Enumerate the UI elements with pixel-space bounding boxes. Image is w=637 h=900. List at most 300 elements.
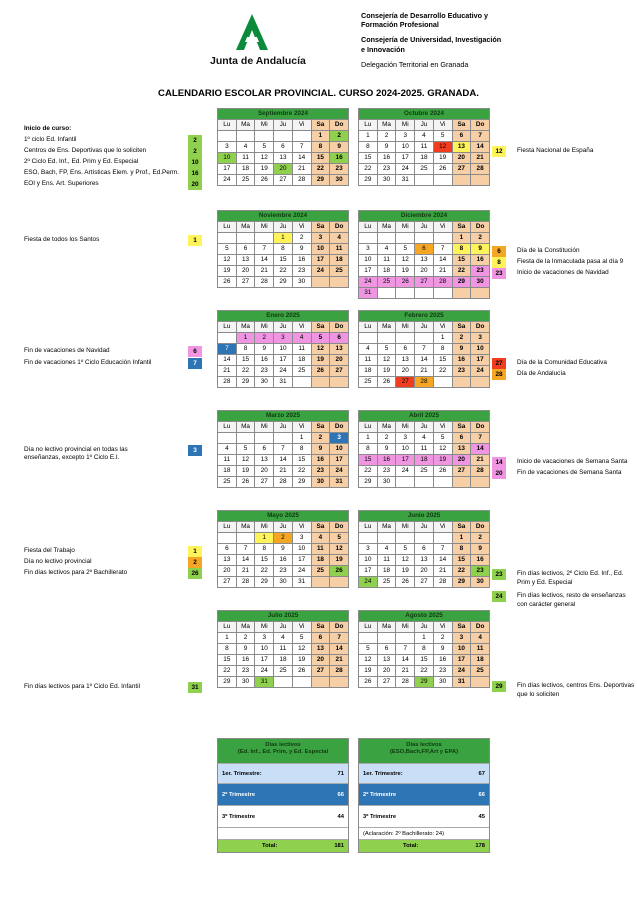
- day-cell: 14: [330, 644, 349, 655]
- day-cell: [292, 131, 311, 142]
- day-cell: 8: [274, 244, 293, 255]
- day-cell: 4: [377, 544, 396, 555]
- day-cell: 7: [433, 544, 452, 555]
- weekday-header: Vi: [292, 522, 311, 533]
- day-cell: 26: [311, 366, 330, 377]
- month-title: Mayo 2025: [218, 511, 349, 522]
- weekday-header: Do: [330, 522, 349, 533]
- day-cell: 1: [452, 233, 471, 244]
- weekday-header: Lu: [218, 522, 237, 533]
- weekday-header: Ju: [415, 222, 434, 233]
- right-note: Día de Andalucía: [517, 370, 566, 377]
- day-cell: 2: [236, 633, 255, 644]
- right-note: Día de la Constitución: [517, 247, 580, 254]
- day-cell: 30: [292, 277, 311, 288]
- day-cell: [452, 377, 471, 388]
- day-cell: 9: [255, 344, 274, 355]
- day-cell: 6: [452, 433, 471, 444]
- day-cell: 6: [236, 244, 255, 255]
- day-cell: 20: [218, 566, 237, 577]
- day-cell: 29: [255, 577, 274, 588]
- day-cell: 21: [236, 566, 255, 577]
- day-cell: 24: [471, 366, 490, 377]
- weekday-header: Ju: [274, 120, 293, 131]
- day-cell: 23: [292, 266, 311, 277]
- day-cell: 22: [292, 466, 311, 477]
- weekday-header: Vi: [433, 422, 452, 433]
- weekday-header: Sa: [452, 622, 471, 633]
- day-cell: 6: [452, 131, 471, 142]
- day-cell: 5: [236, 444, 255, 455]
- day-cell: [396, 233, 415, 244]
- day-cell: [359, 633, 378, 644]
- day-cell: [396, 333, 415, 344]
- right-note-badge: 24: [492, 591, 506, 602]
- day-cell: 16: [377, 455, 396, 466]
- day-cell: 8: [452, 244, 471, 255]
- day-cell: 22: [218, 666, 237, 677]
- day-cell: 12: [292, 644, 311, 655]
- day-cell: 7: [274, 444, 293, 455]
- day-cell: 10: [452, 644, 471, 655]
- day-cell: 23: [255, 366, 274, 377]
- day-cell: 19: [330, 555, 349, 566]
- day-cell: 16: [274, 555, 293, 566]
- weekday-header: Mi: [396, 120, 415, 131]
- day-cell: 3: [471, 333, 490, 344]
- day-cell: 17: [396, 153, 415, 164]
- day-cell: 29: [311, 175, 330, 186]
- day-cell: [255, 131, 274, 142]
- day-cell: 5: [359, 644, 378, 655]
- day-cell: 20: [311, 655, 330, 666]
- day-cell: 6: [311, 633, 330, 644]
- day-cell: 24: [452, 666, 471, 677]
- day-cell: 30: [433, 677, 452, 688]
- summary-note: [218, 827, 348, 839]
- day-cell: 1: [433, 333, 452, 344]
- day-cell: 12: [396, 555, 415, 566]
- right-note-badge: 23: [492, 268, 506, 279]
- day-cell: 27: [377, 677, 396, 688]
- weekday-header: Mi: [396, 322, 415, 333]
- day-cell: 7: [471, 433, 490, 444]
- weekday-header: Do: [330, 222, 349, 233]
- day-cell: 14: [433, 255, 452, 266]
- day-cell: 11: [274, 644, 293, 655]
- day-cell: 21: [471, 455, 490, 466]
- day-cell: 19: [359, 666, 378, 677]
- day-cell: 26: [218, 277, 237, 288]
- day-cell: 5: [377, 344, 396, 355]
- day-cell: 26: [330, 566, 349, 577]
- day-cell: 14: [433, 555, 452, 566]
- day-cell: 18: [311, 555, 330, 566]
- day-cell: 19: [433, 153, 452, 164]
- weekday-header: Do: [471, 222, 490, 233]
- day-cell: 15: [415, 655, 434, 666]
- day-cell: 13: [415, 255, 434, 266]
- day-cell: 23: [377, 466, 396, 477]
- day-cell: 2: [377, 131, 396, 142]
- month-title: Noviembre 2024: [218, 211, 349, 222]
- day-cell: [218, 131, 237, 142]
- junta-andalucia-logo-icon: [232, 12, 272, 52]
- day-cell: 23: [274, 566, 293, 577]
- weekday-header: Lu: [359, 422, 378, 433]
- day-cell: [433, 477, 452, 488]
- weekday-header: Sa: [311, 120, 330, 131]
- day-cell: 19: [218, 266, 237, 277]
- day-cell: 6: [218, 544, 237, 555]
- day-cell: 1: [359, 433, 378, 444]
- day-cell: 23: [311, 466, 330, 477]
- month-4: [217, 310, 349, 388]
- day-cell: 2: [377, 433, 396, 444]
- day-cell: 15: [255, 555, 274, 566]
- weekday-header: Sa: [311, 322, 330, 333]
- right-note: Fiesta Nacional de España: [517, 147, 594, 154]
- day-cell: 25: [415, 466, 434, 477]
- day-cell: 10: [359, 255, 378, 266]
- day-cell: 28: [236, 577, 255, 588]
- weekday-header: Ma: [377, 222, 396, 233]
- day-cell: 2: [274, 533, 293, 544]
- day-cell: 20: [330, 355, 349, 366]
- month-title: Julio 2025: [218, 611, 349, 622]
- day-cell: 22: [255, 566, 274, 577]
- day-cell: 25: [292, 366, 311, 377]
- day-cell: 17: [218, 164, 237, 175]
- day-cell: 22: [359, 164, 378, 175]
- day-cell: 8: [415, 644, 434, 655]
- day-cell: [377, 233, 396, 244]
- weekday-header: Lu: [359, 120, 378, 131]
- day-cell: 13: [255, 455, 274, 466]
- weekday-header: Ju: [274, 622, 293, 633]
- day-cell: 9: [292, 244, 311, 255]
- left-note: Fin de vacaciones 1º Ciclo Educación Infantil: [24, 359, 152, 366]
- summary-title: Días lectivos: [406, 742, 442, 748]
- day-cell: [452, 175, 471, 186]
- month-0: [217, 108, 349, 186]
- day-cell: 11: [330, 244, 349, 255]
- day-cell: 18: [471, 655, 490, 666]
- day-cell: 3: [330, 433, 349, 444]
- day-cell: 5: [292, 633, 311, 644]
- day-cell: [236, 131, 255, 142]
- day-cell: 20: [236, 266, 255, 277]
- weekday-header: Ma: [377, 522, 396, 533]
- right-note: Fiesta de la Inmaculada pasa al día 9: [517, 258, 624, 265]
- day-cell: 28: [396, 677, 415, 688]
- right-note-badge: 14: [492, 457, 506, 468]
- right-note-badge: 12: [492, 146, 506, 157]
- day-cell: 29: [218, 677, 237, 688]
- day-cell: 3: [274, 333, 293, 344]
- day-cell: 10: [396, 142, 415, 153]
- day-cell: 3: [359, 244, 378, 255]
- trimester-row: 3º Trimestre 44: [218, 805, 348, 827]
- month-title: Abril 2025: [359, 411, 490, 422]
- day-cell: 15: [311, 153, 330, 164]
- day-cell: [396, 633, 415, 644]
- day-cell: 13: [415, 555, 434, 566]
- day-cell: 20: [452, 455, 471, 466]
- day-cell: 19: [236, 466, 255, 477]
- day-cell: 2: [471, 533, 490, 544]
- left-note: 1º ciclo Ed. Infantil: [24, 136, 77, 143]
- weekday-header: Lu: [218, 322, 237, 333]
- weekday-header: Mi: [255, 322, 274, 333]
- day-cell: 8: [292, 444, 311, 455]
- day-cell: 31: [255, 677, 274, 688]
- weekday-header: Do: [330, 322, 349, 333]
- day-cell: [292, 677, 311, 688]
- day-cell: 5: [218, 244, 237, 255]
- day-cell: 27: [330, 366, 349, 377]
- day-cell: 3: [218, 142, 237, 153]
- day-cell: 11: [415, 444, 434, 455]
- day-cell: 11: [471, 644, 490, 655]
- left-note: Fiesta de todos los Santos: [24, 236, 100, 243]
- day-cell: 4: [415, 433, 434, 444]
- day-cell: 11: [359, 355, 378, 366]
- day-cell: 5: [396, 244, 415, 255]
- day-cell: 21: [218, 366, 237, 377]
- month-title: Octubre 2024: [359, 109, 490, 120]
- weekday-header: Vi: [433, 222, 452, 233]
- day-cell: 27: [452, 466, 471, 477]
- day-cell: 29: [236, 377, 255, 388]
- month-2: [217, 210, 349, 288]
- left-note-badge: 31: [188, 682, 202, 693]
- weekday-header: Lu: [359, 522, 378, 533]
- day-cell: 20: [377, 666, 396, 677]
- day-cell: 16: [292, 255, 311, 266]
- day-cell: 2: [433, 633, 452, 644]
- right-note: Inicio de vacaciones de Semana Santa: [517, 458, 628, 465]
- delegation: Delegación Territorial en Granada: [361, 59, 469, 69]
- day-cell: 2: [292, 233, 311, 244]
- day-cell: [236, 533, 255, 544]
- day-cell: 9: [274, 544, 293, 555]
- day-cell: 17: [330, 455, 349, 466]
- day-cell: 21: [415, 366, 434, 377]
- day-cell: [292, 377, 311, 388]
- day-cell: 30: [311, 477, 330, 488]
- day-cell: 16: [330, 153, 349, 164]
- day-cell: 6: [415, 544, 434, 555]
- weekday-header: Lu: [359, 622, 378, 633]
- day-cell: [236, 233, 255, 244]
- day-cell: [396, 533, 415, 544]
- weekday-header: Sa: [452, 422, 471, 433]
- day-cell: 17: [292, 555, 311, 566]
- month-10: [217, 610, 349, 688]
- month-title: Diciembre 2024: [359, 211, 490, 222]
- weekday-header: Sa: [311, 622, 330, 633]
- weekday-header: Ma: [236, 222, 255, 233]
- left-note: EOI y Ens. Art. Superiores: [24, 180, 99, 187]
- day-cell: [274, 131, 293, 142]
- day-cell: 15: [236, 355, 255, 366]
- right-note: Fin días lectivos, centros Ens. Deportivas: [517, 682, 635, 689]
- day-cell: 13: [396, 355, 415, 366]
- day-cell: 4: [377, 244, 396, 255]
- day-cell: 31: [292, 577, 311, 588]
- left-note-badge: 2: [188, 146, 202, 157]
- day-cell: 30: [236, 677, 255, 688]
- day-cell: 18: [218, 466, 237, 477]
- day-cell: 20: [415, 266, 434, 277]
- day-cell: 7: [218, 344, 237, 355]
- day-cell: 3: [396, 433, 415, 444]
- month-title: Febrero 2025: [359, 311, 490, 322]
- weekday-header: Do: [330, 622, 349, 633]
- day-cell: 3: [396, 131, 415, 142]
- weekday-header: Mi: [396, 222, 415, 233]
- day-cell: 4: [415, 131, 434, 142]
- day-cell: [415, 533, 434, 544]
- day-cell: 8: [359, 444, 378, 455]
- org-line-2: Consejería de Universidad, Investigación e Innovación: [361, 35, 502, 54]
- day-cell: 14: [292, 153, 311, 164]
- day-cell: [311, 377, 330, 388]
- day-cell: 24: [359, 277, 378, 288]
- day-cell: [330, 377, 349, 388]
- day-cell: 6: [274, 142, 293, 153]
- left-note: enseñanzas, excepto 1º Ciclo E.I.: [24, 454, 120, 461]
- day-cell: 20: [255, 466, 274, 477]
- day-cell: 1: [218, 633, 237, 644]
- weekday-header: Do: [471, 422, 490, 433]
- day-cell: 20: [396, 366, 415, 377]
- right-note-badge: 29: [492, 681, 506, 692]
- day-cell: 26: [396, 577, 415, 588]
- day-cell: 3: [359, 544, 378, 555]
- day-cell: [218, 333, 237, 344]
- weekday-header: Sa: [452, 222, 471, 233]
- day-cell: 1: [452, 533, 471, 544]
- day-cell: 21: [433, 266, 452, 277]
- trimester-row: 1er. Trimestre: 67: [359, 763, 489, 783]
- weekday-header: Vi: [292, 322, 311, 333]
- day-cell: 12: [236, 455, 255, 466]
- day-cell: 10: [330, 444, 349, 455]
- month-title: Septiembre 2024: [218, 109, 349, 120]
- day-cell: 14: [274, 455, 293, 466]
- left-note: Día no lectivo provincial: [24, 558, 92, 565]
- day-cell: 14: [255, 255, 274, 266]
- day-cell: 15: [452, 555, 471, 566]
- day-cell: 17: [359, 266, 378, 277]
- day-cell: [433, 288, 452, 299]
- weekday-header: Ma: [377, 422, 396, 433]
- day-cell: 21: [292, 164, 311, 175]
- day-cell: 4: [292, 333, 311, 344]
- left-note-badge: 10: [188, 157, 202, 168]
- org-line-1: Consejería de Desarrollo Educativo y Formación Profesional: [361, 11, 489, 30]
- day-cell: 26: [433, 164, 452, 175]
- weekday-header: Lu: [359, 322, 378, 333]
- day-cell: 1: [311, 131, 330, 142]
- day-cell: 22: [452, 266, 471, 277]
- day-cell: 15: [433, 355, 452, 366]
- left-note-badge: 6: [188, 346, 202, 357]
- left-note-badge: 26: [188, 568, 202, 579]
- day-cell: 4: [471, 633, 490, 644]
- day-cell: 11: [415, 142, 434, 153]
- day-cell: 28: [255, 277, 274, 288]
- weekday-header: Vi: [292, 622, 311, 633]
- day-cell: 17: [274, 355, 293, 366]
- day-cell: 29: [359, 477, 378, 488]
- day-cell: 22: [311, 164, 330, 175]
- day-cell: [359, 533, 378, 544]
- summary-title: Días lectivos: [265, 742, 301, 748]
- weekday-header: Do: [330, 120, 349, 131]
- day-cell: 7: [292, 142, 311, 153]
- weekday-header: Ju: [415, 120, 434, 131]
- weekday-header: Ma: [236, 422, 255, 433]
- weekday-header: Ma: [236, 322, 255, 333]
- day-cell: 22: [274, 266, 293, 277]
- right-note: Fin días lectivos, 2º Ciclo Ed. Inf., Ed.: [517, 570, 624, 577]
- day-cell: 14: [218, 355, 237, 366]
- day-cell: [471, 677, 490, 688]
- day-cell: 5: [311, 333, 330, 344]
- day-cell: 10: [292, 544, 311, 555]
- day-cell: 1: [292, 433, 311, 444]
- day-cell: 10: [311, 244, 330, 255]
- left-note-badge: 2: [188, 135, 202, 146]
- left-note: 2º Ciclo Ed. Inf., Ed. Prim y Ed. Especial: [24, 158, 139, 165]
- weekday-header: Ju: [274, 222, 293, 233]
- day-cell: [236, 433, 255, 444]
- day-cell: [218, 433, 237, 444]
- day-cell: 27: [415, 577, 434, 588]
- day-cell: 26: [292, 666, 311, 677]
- day-cell: 28: [433, 277, 452, 288]
- left-note: Fiesta del Trabajo: [24, 547, 75, 554]
- weekday-header: Do: [471, 120, 490, 131]
- month-title: Agosto 2025: [359, 611, 490, 622]
- day-cell: 8: [311, 142, 330, 153]
- left-note-badge: 1: [188, 546, 202, 557]
- weekday-header: Ma: [377, 120, 396, 131]
- day-cell: 6: [396, 344, 415, 355]
- day-cell: 11: [377, 255, 396, 266]
- day-cell: 18: [377, 266, 396, 277]
- day-cell: 2: [330, 131, 349, 142]
- day-cell: 2: [471, 233, 490, 244]
- day-cell: 3: [452, 633, 471, 644]
- day-cell: 15: [452, 255, 471, 266]
- day-cell: 18: [236, 164, 255, 175]
- weekday-header: Vi: [433, 522, 452, 533]
- day-cell: 25: [377, 277, 396, 288]
- weekday-header: Do: [471, 522, 490, 533]
- weekday-header: Mi: [255, 522, 274, 533]
- weekday-header: Ju: [274, 322, 293, 333]
- day-cell: 16: [236, 655, 255, 666]
- month-9: [358, 510, 490, 588]
- day-cell: 28: [471, 466, 490, 477]
- day-cell: 28: [471, 164, 490, 175]
- day-cell: 27: [396, 377, 415, 388]
- right-note-badge: 27: [492, 358, 506, 369]
